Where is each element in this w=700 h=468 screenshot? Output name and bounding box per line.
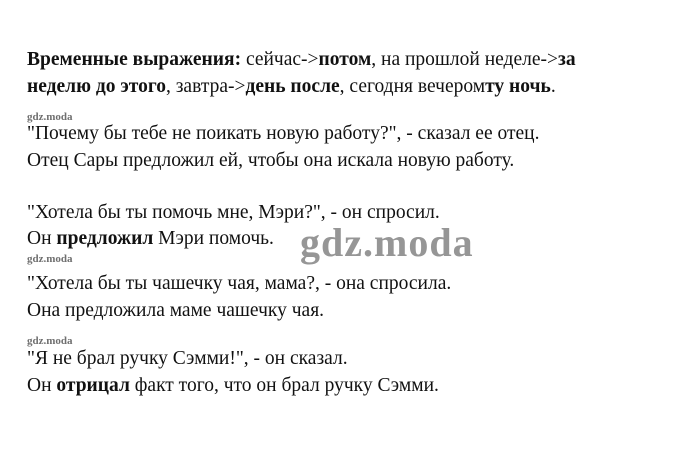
watermark-large: gdz.moda bbox=[300, 220, 474, 265]
example-4-answer: Он отрицал факт того, что он брал ручку Сэмми. bbox=[27, 375, 439, 396]
time-expressions-line-2: неделю до этого, завтра->день после, сегодня вечеромту ночь. bbox=[27, 76, 556, 97]
time-expressions-heading: Временные выражения: bbox=[27, 49, 242, 70]
example-3-quote: "Хотела бы ты чашечку чая, мама?, - она спросила. bbox=[27, 273, 452, 294]
example-1-answer: Отец Сары предложил ей, чтобы она искала новую работу. bbox=[27, 150, 515, 171]
watermark-small: gdz.moda bbox=[27, 253, 73, 265]
watermark-small: gdz.moda bbox=[27, 111, 73, 123]
example-1-quote: "Почему бы тебе не поикать новую работу?", - сказал ее отец. bbox=[27, 123, 540, 144]
example-2-quote: "Хотела бы ты помочь мне, Мэри?", - он спросил. bbox=[27, 202, 440, 223]
example-3-answer: Она предложила маме чашечку чая. bbox=[27, 300, 325, 321]
watermark-small: gdz.moda bbox=[27, 335, 73, 347]
example-4-quote: "Я не брал ручку Сэмми!", - он сказал. bbox=[27, 348, 348, 369]
time-expressions-line-1: Временные выражения: сейчас->потом, на прошлой неделе->за bbox=[27, 49, 576, 70]
example-2-answer: Он предложил Мэри помочь. bbox=[27, 228, 274, 249]
